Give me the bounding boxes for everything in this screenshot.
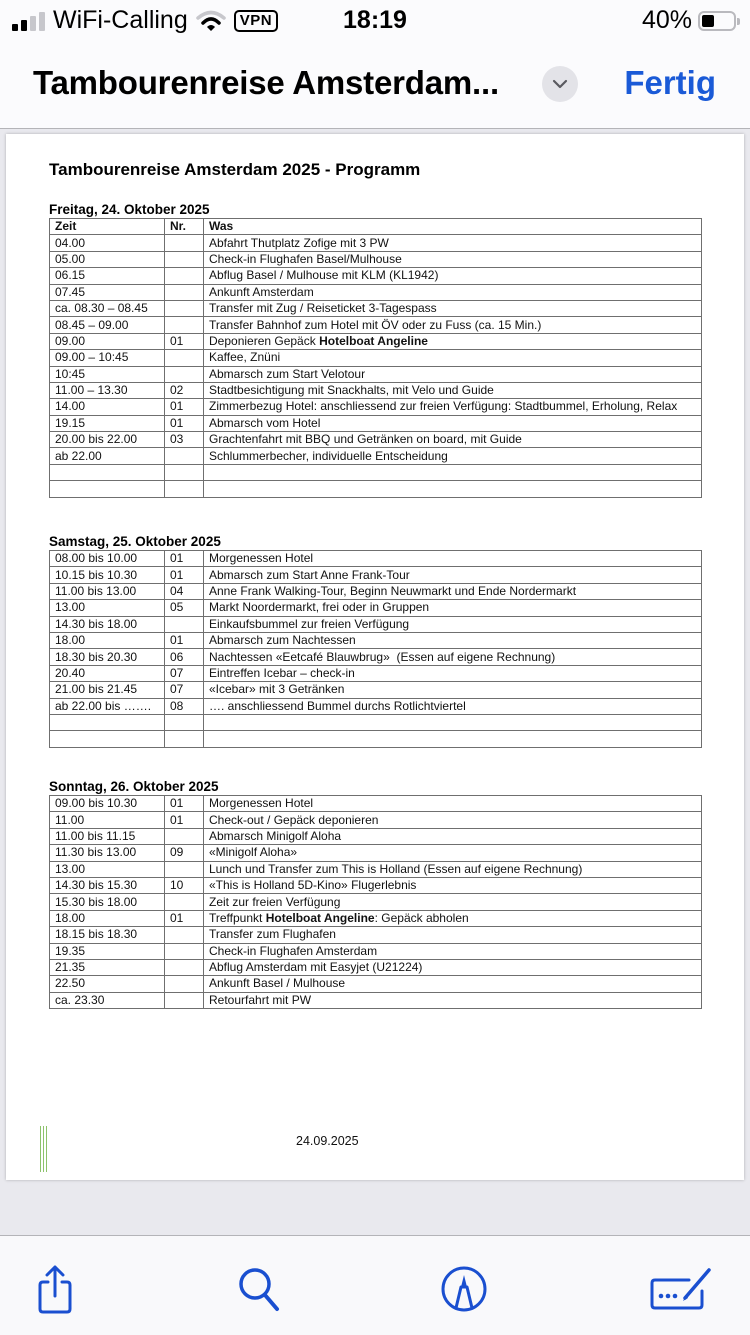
table-row [50, 698, 702, 714]
cell-was [204, 877, 702, 893]
cell-was [204, 894, 702, 910]
cell-was [204, 632, 702, 648]
document-title: Tambourenreise Amsterdam... [33, 64, 499, 101]
table-row [50, 894, 702, 910]
cell-zeit: 11.30 bis 13.00 [50, 845, 165, 861]
was-text: Abmarsch zum Start Anne Frank-Tour [209, 567, 410, 582]
cell-nr: 01 [165, 551, 204, 567]
table-row [50, 415, 702, 431]
cell-was [204, 284, 702, 300]
cell-nr [165, 616, 204, 632]
was-text: «Icebar» mit 3 Getränken [209, 682, 345, 697]
was-bold-text: Hotelboat Angeline [265, 910, 375, 925]
vpn-badge: VPN [234, 10, 278, 32]
cell-nr: 04 [165, 583, 204, 599]
cell-nr: 07 [165, 665, 204, 681]
table-row [50, 845, 702, 861]
cell-nr [165, 976, 204, 992]
cell-zeit [50, 731, 165, 747]
cell-nr [165, 714, 204, 730]
cell-zeit: 04.00 [50, 235, 165, 251]
cell-zeit: 18.15 bis 18.30 [50, 927, 165, 943]
cell-was [204, 551, 702, 567]
cell-nr [165, 235, 204, 251]
cell-nr [165, 284, 204, 300]
cell-nr [165, 481, 204, 497]
cell-was [204, 350, 702, 366]
clock: 18:19 [343, 6, 407, 34]
was-text: Einkaufsbummel zur freien Verfügung [209, 616, 410, 631]
cell-was [204, 796, 702, 812]
table-row [50, 959, 702, 975]
cell-zeit: 18.00 [50, 632, 165, 648]
cell-nr: 07 [165, 682, 204, 698]
was-text: Markt Noordermarkt, frei oder in Gruppen [209, 600, 430, 615]
table-row [50, 284, 702, 300]
cell-zeit: ab 22.00 bis ……. [50, 698, 165, 714]
day-heading-saturday: Samstag, 25. Oktober 2025 [49, 534, 221, 549]
cell-zeit: 08.45 – 09.00 [50, 317, 165, 333]
cell-nr [165, 366, 204, 382]
table-row [50, 649, 702, 665]
was-text: Abflug Basel / Mulhouse mit KLM (KL1942) [209, 268, 439, 283]
cell-zeit: 08.00 bis 10.00 [50, 551, 165, 567]
cell-nr: 01 [165, 796, 204, 812]
cell-was [204, 268, 702, 284]
table-row [50, 877, 702, 893]
table-row [50, 350, 702, 366]
cell-was [204, 616, 702, 632]
cell-nr [165, 448, 204, 464]
table-row [50, 567, 702, 583]
table-row [50, 796, 702, 812]
table-row [50, 616, 702, 632]
cell-was [204, 992, 702, 1008]
table-header-row [50, 219, 702, 235]
cell-nr [165, 731, 204, 747]
header-was: Was [204, 219, 702, 235]
was-text: Abflug Amsterdam mit Easyjet (U21224) [209, 960, 423, 975]
cell-zeit: ab 22.00 [50, 448, 165, 464]
cell-was [204, 399, 702, 415]
was-text: Treffpunkt [209, 910, 266, 925]
cell-nr [165, 992, 204, 1008]
cell-was [204, 366, 702, 382]
cell-was [204, 382, 702, 398]
cell-was [204, 649, 702, 665]
table-row [50, 481, 702, 497]
cell-zeit: ca. 08.30 – 08.45 [50, 300, 165, 316]
cell-was [204, 959, 702, 975]
cell-nr [165, 317, 204, 333]
cell-zeit: 05.00 [50, 251, 165, 267]
cell-was [204, 464, 702, 480]
table-row [50, 366, 702, 382]
schedule-table-saturday [49, 550, 702, 748]
table-row [50, 943, 702, 959]
was-text: Abmarsch zum Nachtessen [209, 633, 356, 648]
cell-nr: 03 [165, 432, 204, 448]
cell-zeit: 13.00 [50, 600, 165, 616]
table-row [50, 317, 702, 333]
table-row [50, 600, 702, 616]
table-row [50, 632, 702, 648]
cell-was [204, 583, 702, 599]
footer-logo-bars [40, 1126, 47, 1172]
cell-zeit: 19.35 [50, 943, 165, 959]
cell-zeit: ca. 23.30 [50, 992, 165, 1008]
was-text: Nachtessen «Eetcafé Blauwbrug» (Essen auf eigene Rechnung) [209, 649, 556, 664]
cell-zeit: 10.15 bis 10.30 [50, 567, 165, 583]
battery-percent: 40% [641, 6, 692, 34]
cell-zeit: 22.50 [50, 976, 165, 992]
was-text: Eintreffen Icebar – check-in [209, 665, 355, 680]
table-row [50, 583, 702, 599]
cell-nr [165, 861, 204, 877]
cell-was [204, 665, 702, 681]
cell-nr: 05 [165, 600, 204, 616]
cell-was [204, 235, 702, 251]
was-text: Morgenessen Hotel [209, 551, 314, 566]
cell-zeit: 09.00 – 10:45 [50, 350, 165, 366]
was-text: Stadtbesichtigung mit Snackhalts, mit Velo und Guide [209, 383, 494, 398]
cell-was [204, 943, 702, 959]
table-row [50, 927, 702, 943]
cell-nr: 01 [165, 399, 204, 415]
search-button[interactable] [234, 1264, 284, 1314]
cell-was [204, 415, 702, 431]
cell-zeit: 14.30 bis 15.30 [50, 877, 165, 893]
was-bold-text: Hotelboat Angeline [319, 333, 428, 348]
was-text: Zimmerbezug Hotel: anschliessend zur freien Verfügung: Stadtbummel, Erholung, Relax [209, 399, 678, 414]
cell-nr [165, 464, 204, 480]
share-icon [35, 1264, 75, 1314]
cell-nr: 01 [165, 333, 204, 349]
share-button[interactable] [30, 1264, 80, 1314]
battery-icon [698, 11, 736, 31]
cell-was [204, 432, 702, 448]
table-row [50, 714, 702, 730]
cell-was [204, 910, 702, 926]
was-text: Transfer mit Zug / Reiseticket 3-Tagespass [209, 301, 437, 316]
cell-was [204, 251, 702, 267]
cell-was [204, 600, 702, 616]
cell-nr [165, 927, 204, 943]
cell-zeit: 18.30 bis 20.30 [50, 649, 165, 665]
was-text: Ankunft Basel / Mulhouse [209, 976, 346, 991]
cell-nr: 01 [165, 910, 204, 926]
cell-nr: 10 [165, 877, 204, 893]
table-row [50, 861, 702, 877]
schedule-table-sunday [49, 795, 702, 1009]
status-bar [0, 0, 750, 44]
cell-nr: 09 [165, 845, 204, 861]
was-text: …. anschliessend Bummel durchs Rotlichtviertel [209, 698, 466, 713]
cell-zeit: 20.40 [50, 665, 165, 681]
was-text: Transfer Bahnhof zum Hotel mit ÖV oder zu Fuss (ca. 15 Min.) [209, 317, 542, 332]
table-row [50, 382, 702, 398]
cell-was [204, 300, 702, 316]
day-heading-friday: Freitag, 24. Oktober 2025 [49, 202, 210, 217]
was-after-text: : Gepäck abholen [374, 910, 469, 925]
cell-nr [165, 959, 204, 975]
was-text: Grachtenfahrt mit BBQ und Getränken on board, mit Guide [209, 432, 522, 447]
was-text: Lunch und Transfer zum This is Holland (Essen auf eigene Rechnung) [209, 861, 583, 876]
header-zeit: Zeit [50, 219, 165, 235]
table-row [50, 976, 702, 992]
cell-was [204, 812, 702, 828]
table-row [50, 551, 702, 567]
cell-was [204, 682, 702, 698]
cell-nr [165, 300, 204, 316]
cell-nr: 01 [165, 567, 204, 583]
cell-was [204, 317, 702, 333]
table-row [50, 910, 702, 926]
document-heading: Tambourenreise Amsterdam 2025 - Programm [49, 160, 421, 179]
table-row [50, 464, 702, 480]
carrier-label: WiFi-Calling [53, 6, 188, 34]
cell-zeit: 14.00 [50, 399, 165, 415]
cell-was [204, 698, 702, 714]
cell-zeit: 06.15 [50, 268, 165, 284]
cell-zeit: 18.00 [50, 910, 165, 926]
cell-was [204, 861, 702, 877]
cell-nr: 01 [165, 812, 204, 828]
table-row [50, 992, 702, 1008]
was-text: Schlummerbecher, individuelle Entscheidung [209, 448, 448, 463]
was-text: Morgenessen Hotel [209, 796, 314, 811]
was-text: Deponieren Gepäck [209, 333, 320, 348]
was-text: Abmarsch vom Hotel [209, 415, 321, 430]
cell-zeit: 11.00 bis 11.15 [50, 828, 165, 844]
table-row [50, 432, 702, 448]
was-text: Kaffee, Znüni [209, 350, 281, 365]
table-row [50, 828, 702, 844]
cell-was [204, 828, 702, 844]
table-row [50, 665, 702, 681]
done-button[interactable]: Fertig [624, 64, 716, 101]
cell-nr: 01 [165, 415, 204, 431]
cell-was [204, 714, 702, 730]
table-row [50, 731, 702, 747]
day-heading-sunday: Sonntag, 26. Oktober 2025 [49, 779, 219, 794]
cell-nr [165, 943, 204, 959]
cell-nr: 02 [165, 382, 204, 398]
cell-zeit: 20.00 bis 22.00 [50, 432, 165, 448]
cell-nr [165, 350, 204, 366]
was-text: Check-out / Gepäck deponieren [209, 812, 379, 827]
cell-was [204, 481, 702, 497]
cell-zeit: 07.45 [50, 284, 165, 300]
was-text: Zeit zur freien Verfügung [209, 894, 341, 909]
was-text: «Minigolf Aloha» [209, 845, 298, 860]
table-row [50, 333, 702, 349]
markup-button[interactable] [439, 1264, 489, 1314]
cell-zeit: 14.30 bis 18.00 [50, 616, 165, 632]
cell-zeit: 11.00 bis 13.00 [50, 583, 165, 599]
was-text: Transfer zum Flughafen [209, 927, 336, 942]
search-icon [236, 1265, 282, 1313]
signature-icon [647, 1265, 715, 1313]
schedule-table-friday [49, 218, 702, 498]
chevron-down-icon [552, 79, 568, 89]
markup-pen-icon [440, 1265, 488, 1313]
cell-was [204, 845, 702, 861]
table-row [50, 399, 702, 415]
cell-was [204, 448, 702, 464]
table-row [50, 251, 702, 267]
cell-zeit: 10:45 [50, 366, 165, 382]
was-text: Check-in Flughafen Amsterdam [209, 943, 378, 958]
cell-zeit: 09.00 [50, 333, 165, 349]
table-row [50, 448, 702, 464]
cell-was [204, 567, 702, 583]
navigation-bar [0, 44, 750, 129]
cell-was [204, 731, 702, 747]
was-text: Abmarsch zum Start Velotour [209, 366, 366, 381]
cell-zeit [50, 481, 165, 497]
was-text: Abmarsch Minigolf Aloha [209, 828, 342, 843]
cell-zeit: 19.15 [50, 415, 165, 431]
document-page[interactable] [6, 134, 744, 1180]
cell-nr: 08 [165, 698, 204, 714]
signature-button[interactable] [646, 1264, 716, 1314]
table-row [50, 300, 702, 316]
cell-zeit: 21.00 bis 21.45 [50, 682, 165, 698]
cell-zeit: 15.30 bis 18.00 [50, 894, 165, 910]
bottom-toolbar [0, 1235, 750, 1335]
cell-zeit: 21.35 [50, 959, 165, 975]
table-row [50, 812, 702, 828]
cell-nr: 01 [165, 632, 204, 648]
cell-nr: 06 [165, 649, 204, 665]
cell-nr [165, 268, 204, 284]
cell-was [204, 927, 702, 943]
cell-was [204, 976, 702, 992]
title-menu-button[interactable] [542, 66, 578, 102]
header-nr: Nr. [165, 219, 204, 235]
was-text: Abfahrt Thutplatz Zofige mit 3 PW [209, 235, 389, 250]
footer-date: 24.09.2025 [296, 1134, 359, 1148]
cell-zeit: 11.00 [50, 812, 165, 828]
cell-zeit: 09.00 bis 10.30 [50, 796, 165, 812]
cell-zeit: 11.00 – 13.30 [50, 382, 165, 398]
cell-was [204, 333, 702, 349]
was-text: Retourfahrt mit PW [209, 992, 312, 1007]
cell-nr [165, 251, 204, 267]
cell-nr [165, 894, 204, 910]
table-row [50, 235, 702, 251]
table-row [50, 682, 702, 698]
cell-nr [165, 828, 204, 844]
table-row [50, 268, 702, 284]
was-text: Check-in Flughafen Basel/Mulhouse [209, 251, 402, 266]
was-text: Anne Frank Walking-Tour, Beginn Neuwmarkt und Ende Nordermarkt [209, 583, 577, 598]
was-text: Ankunft Amsterdam [209, 284, 314, 299]
was-text: «This is Holland 5D-Kino» Flugerlebnis [209, 878, 417, 893]
cell-zeit [50, 464, 165, 480]
cell-zeit [50, 714, 165, 730]
cell-zeit: 13.00 [50, 861, 165, 877]
